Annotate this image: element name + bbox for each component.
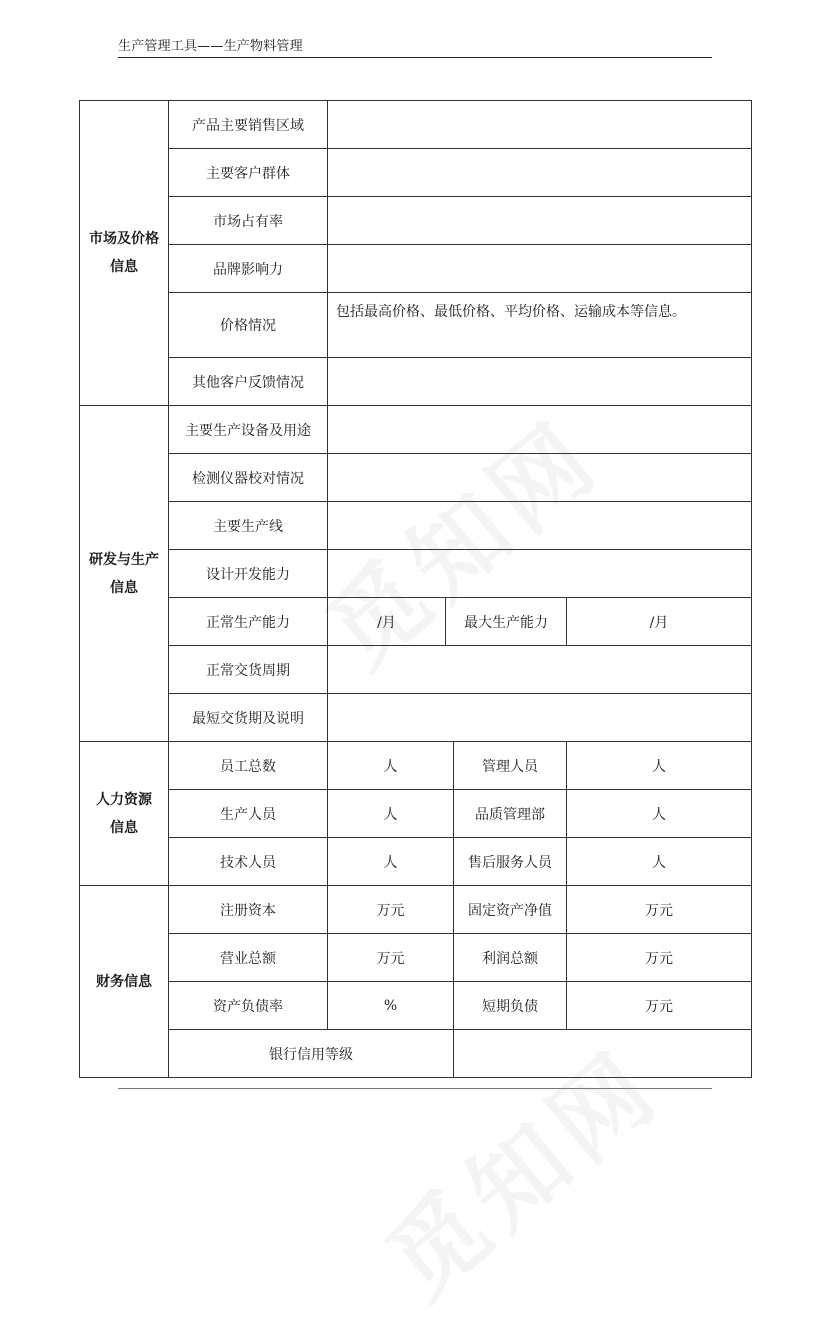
label-customer-group: 主要客户群体 (169, 149, 328, 197)
input-total-staff[interactable]: 人 (328, 742, 454, 790)
input-equipment[interactable] (328, 406, 752, 454)
header-title: 生产管理工具——生产物料管理 (118, 39, 303, 54)
label-fixed-assets: 固定资产净值 (454, 886, 567, 934)
input-normal-delivery[interactable] (328, 646, 752, 694)
input-customer-group[interactable] (328, 149, 752, 197)
table-row (80, 886, 752, 934)
table-row (80, 406, 752, 454)
input-sales-region[interactable] (328, 101, 752, 149)
input-production-staff[interactable]: 人 (328, 790, 454, 838)
label-quality-dept: 品质管理部 (454, 790, 567, 838)
section-market-line2: 信息 (110, 259, 138, 275)
label-equipment: 主要生产设备及用途 (169, 406, 328, 454)
label-normal-delivery: 正常交货周期 (169, 646, 328, 694)
label-after-sales: 售后服务人员 (454, 838, 567, 886)
label-bank-credit: 银行信用等级 (169, 1030, 454, 1078)
section-market-line1: 市场及价格 (89, 231, 159, 247)
input-max-capacity[interactable]: /月 (567, 598, 752, 646)
label-max-capacity: 最大生产能力 (446, 598, 567, 646)
footer-divider (118, 1088, 712, 1089)
label-revenue: 营业总额 (169, 934, 328, 982)
label-brand-influence: 品牌影响力 (169, 245, 328, 293)
section-hr-line2: 信息 (110, 819, 138, 836)
input-quality-dept[interactable]: 人 (567, 790, 752, 838)
label-profit: 利润总额 (454, 934, 567, 982)
input-normal-capacity[interactable]: /月 (328, 598, 446, 646)
label-calibration: 检测仪器校对情况 (169, 454, 328, 502)
input-shortest-delivery[interactable] (328, 694, 752, 742)
input-debt-ratio[interactable]: % (328, 982, 454, 1030)
input-bank-credit[interactable] (454, 1030, 752, 1078)
label-registered-capital: 注册资本 (169, 886, 328, 934)
label-normal-capacity: 正常生产能力 (169, 598, 328, 646)
input-fixed-assets[interactable]: 万元 (567, 886, 752, 934)
label-other-feedback: 其他客户反馈情况 (169, 358, 328, 406)
table-row (80, 358, 752, 406)
table-row (80, 598, 752, 646)
section-hr-label (80, 742, 169, 886)
table-row (80, 197, 752, 245)
table-row (80, 934, 752, 982)
label-short-debt: 短期负债 (454, 982, 567, 1030)
input-design-capability[interactable] (328, 550, 752, 598)
table-row (80, 742, 752, 790)
label-production-staff: 生产人员 (169, 790, 328, 838)
table-row (80, 293, 752, 358)
input-production-lines[interactable] (328, 502, 752, 550)
label-shortest-delivery: 最短交货期及说明 (169, 694, 328, 742)
table-row (80, 502, 752, 550)
input-calibration[interactable] (328, 454, 752, 502)
input-managers[interactable]: 人 (567, 742, 752, 790)
label-sales-region: 产品主要销售区域 (169, 101, 328, 149)
section-rnd-line2: 信息 (110, 579, 138, 596)
table-row (80, 101, 752, 149)
table-row (80, 149, 752, 197)
label-debt-ratio: 资产负债率 (169, 982, 328, 1030)
input-tech-staff[interactable]: 人 (328, 838, 454, 886)
page-header (118, 38, 712, 58)
table-row (80, 694, 752, 742)
label-managers: 管理人员 (454, 742, 567, 790)
label-total-staff: 员工总数 (169, 742, 328, 790)
input-registered-capital[interactable]: 万元 (328, 886, 454, 934)
input-other-feedback[interactable] (328, 358, 752, 406)
table-row (80, 790, 752, 838)
label-price-info: 价格情况 (169, 293, 328, 358)
input-market-share[interactable] (328, 197, 752, 245)
section-rnd-line1: 研发与生产 (89, 551, 159, 568)
input-revenue[interactable]: 万元 (328, 934, 454, 982)
section-finance-label: 财务信息 (80, 886, 169, 1078)
input-short-debt[interactable]: 万元 (567, 982, 752, 1030)
table-row (80, 550, 752, 598)
input-profit[interactable]: 万元 (567, 934, 752, 982)
label-market-share: 市场占有率 (169, 197, 328, 245)
table-row (80, 454, 752, 502)
section-rnd-label (80, 406, 169, 742)
table-row (80, 838, 752, 886)
input-brand-influence[interactable] (328, 245, 752, 293)
input-after-sales[interactable]: 人 (567, 838, 752, 886)
table-row (80, 245, 752, 293)
table-row (80, 1030, 752, 1078)
section-hr-line1: 人力资源 (96, 791, 152, 808)
supplier-info-table (79, 100, 752, 1078)
table-row (80, 982, 752, 1030)
label-tech-staff: 技术人员 (169, 838, 328, 886)
input-price-info[interactable]: 包括最高价格、最低价格、平均价格、运输成本等信息。 (328, 293, 752, 358)
section-market-label (80, 101, 169, 406)
table-row (80, 646, 752, 694)
label-production-lines: 主要生产线 (169, 502, 328, 550)
label-design-capability: 设计开发能力 (169, 550, 328, 598)
